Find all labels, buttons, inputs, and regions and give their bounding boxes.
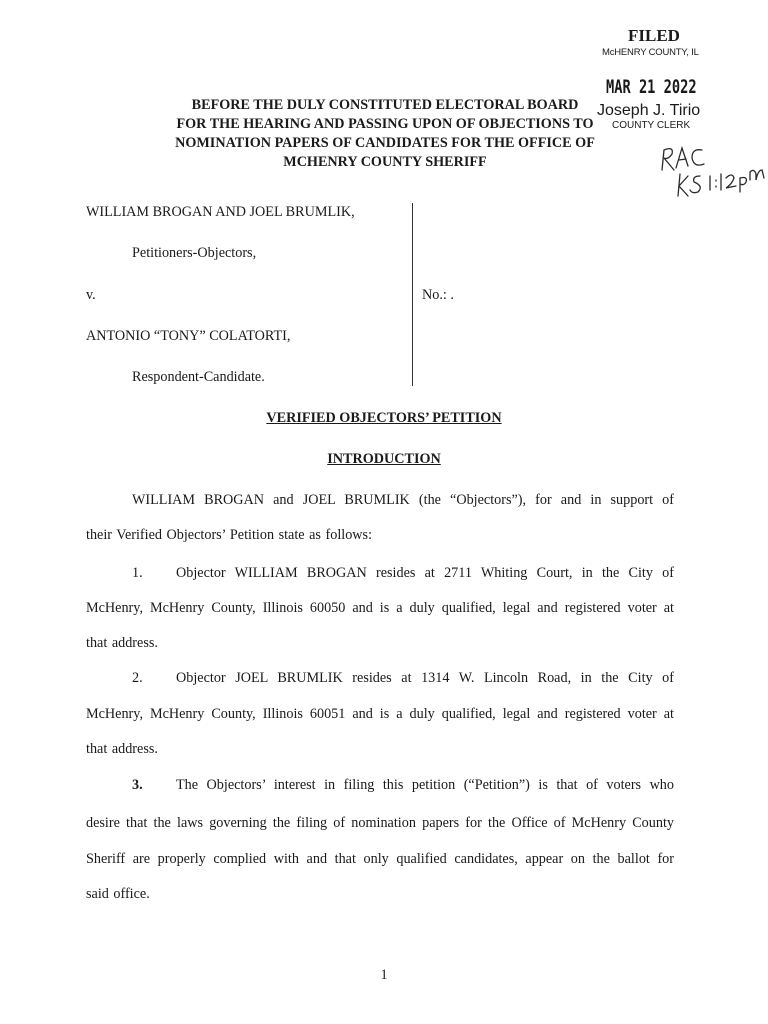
paragraph-1-line-2: McHenry, McHenry County, Illinois 60050 and is a duly qualified, legal and registered voter at (86, 600, 674, 616)
paragraph-3-number: 3. (132, 777, 143, 793)
filed-stamp-clerk-name: Joseph J. Tirio (597, 102, 701, 119)
heading-line-2: FOR THE HEARING AND PASSING UPON OF OBJECTIONS TO (176, 116, 594, 132)
paragraph-3-line-2: desire that the laws governing the filing of nomination papers for the Office of McHenry County (86, 815, 674, 831)
caption-versus: v. (86, 287, 96, 303)
caption-respondent-role: Respondent-Candidate. (132, 369, 265, 385)
caption-case-number: No.: . (422, 287, 454, 303)
filed-stamp-county: McHENRY COUNTY, IL (602, 47, 699, 58)
paragraph-3-line-3: Sheriff are properly complied with and that only qualified candidates, appear on the ballot for (86, 851, 674, 867)
heading-line-1: BEFORE THE DULY CONSTITUTED ELECTORAL BOARD (191, 97, 579, 113)
paragraph-2-number: 2. (132, 670, 143, 686)
handwritten-initials (654, 140, 766, 200)
page-number: 1 (380, 967, 388, 983)
caption-respondent: ANTONIO “TONY” COLATORTI, (86, 328, 291, 344)
paragraph-1-number: 1. (132, 565, 143, 581)
intro-line-2: their Verified Objectors’ Petition state as follows: (86, 527, 373, 543)
heading-line-4: MCHENRY COUNTY SHERIFF (283, 154, 487, 170)
heading-line-3: NOMINATION PAPERS OF CANDIDATES FOR THE OFFICE OF (175, 135, 595, 151)
filed-stamp-date: MAR 21 2022 (606, 76, 697, 98)
section-title-introduction: INTRODUCTION (327, 451, 441, 467)
petition-title: VERIFIED OBJECTORS’ PETITION (266, 410, 502, 426)
caption-petitioners: WILLIAM BROGAN AND JOEL BRUMLIK, (86, 204, 355, 220)
paragraph-3-line-4: said office. (86, 886, 150, 902)
caption-petitioners-role: Petitioners-Objectors, (132, 245, 257, 261)
paragraph-2-line-2: McHenry, McHenry County, Illinois 60051 and is a duly qualified, legal and registered voter at (86, 706, 674, 722)
intro-line-1: WILLIAM BROGAN and JOEL BRUMLIK (the “Objectors”), for and in support of (132, 492, 674, 508)
paragraph-3-line-1: The Objectors’ interest in filing this petition (“Petition”) is that of voters who (176, 777, 674, 793)
filed-stamp-label: FILED (628, 26, 680, 45)
board-heading (150, 96, 620, 172)
paragraph-2-line-1: Objector JOEL BRUMLIK resides at 1314 W. Lincoln Road, in the City of (176, 670, 674, 686)
caption-divider (412, 203, 413, 386)
paragraph-2-line-3: that address. (86, 741, 158, 757)
paragraph-1-line-1: Objector WILLIAM BROGAN resides at 2711 Whiting Court, in the City of (176, 565, 674, 581)
filed-stamp-clerk-title: COUNTY CLERK (612, 120, 691, 131)
paragraph-1-line-3: that address. (86, 635, 158, 651)
